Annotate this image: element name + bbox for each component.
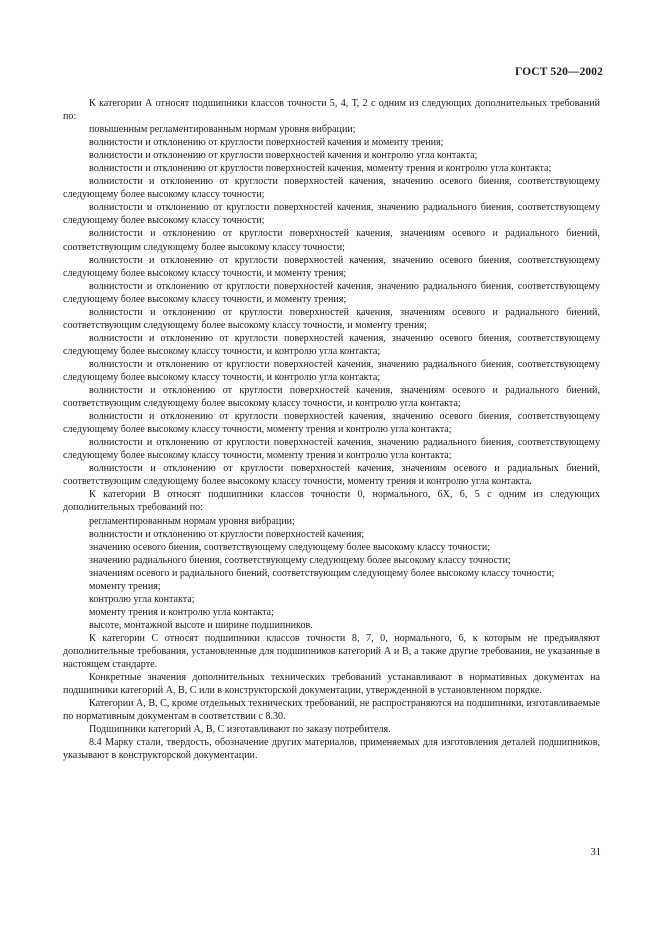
paragraph: Категории А, В, С, кроме отдельных технических требований, не распространяются на подшипники, изготавливаемые по нормативным документам в соответствии с 8.30. xyxy=(63,698,600,723)
paragraph: волнистости и отклонению от круглости поверхностей качения, значению осевого биения, соответствующему следующему более высокому классу точности, моменту трения и контролю угла контакта; xyxy=(63,411,600,436)
paragraph: повышенным регламентированным нормам уровня вибрации; xyxy=(89,124,356,136)
paragraph: контролю угла контакта; xyxy=(89,593,195,605)
page-number: 31 xyxy=(590,847,601,858)
paragraph: Конкретные значения дополнительных технических требований устанавливают в нормативных документах на подшипники категорий А, В, С или в конструкторской документации, утвержденной в установленном порядке. xyxy=(63,672,600,697)
paragraph: К категории С относят подшипники классов точности 8, 7, 0, нормального, 6, к которым не предъявляют дополнительные требования, установленные для подшипников категорий А и В, а также другие требования, не указанные в настоящем стандарте. xyxy=(63,632,600,671)
paragraph: волнистости и отклонению от круглости поверхностей качения, значению осевого биения, соответствующему следующему более высокому классу точности, и моменту трения; xyxy=(63,254,600,279)
paragraph: 8.4 Марку стали, твердость, обозначение других материалов, применяемых для изготовления деталей подшипников, указывают в конструкторской документации. xyxy=(63,737,600,762)
paragraph: К категории В относят подшипники классов точности 0, нормального, 6Х, 6, 5 с одним из следующих дополнительных требований по: xyxy=(63,489,600,514)
paragraph: моменту трения и контролю угла контакта; xyxy=(89,606,274,618)
paragraph: К категории А относят подшипники классов точности 5, 4, Т, 2 с одним из следующих дополнительных требований по: xyxy=(63,98,600,123)
paragraph: Подшипники категорий А, В, С изготавливают по заказу потребителя. xyxy=(89,724,391,736)
paragraph: волнистости и отклонению от круглости поверхностей качения; xyxy=(89,528,365,540)
paragraph: волнистости и отклонению от круглости поверхностей качения и моменту трения; xyxy=(89,137,444,149)
paragraph: волнистости и отклонению от круглости поверхностей качения, значениям осевого и радиального биений, соответствующим следующему более высокому классу точности, и моменту трения; xyxy=(63,306,600,331)
document-header: ГОСТ 520—2002 xyxy=(514,66,603,78)
paragraph: волнистости и отклонению от круглости поверхностей качения, значению радиального биения, соответствующему следующему более высокому классу точности, и моменту трения; xyxy=(63,280,600,305)
paragraph: волнистости и отклонению от круглости поверхностей качения, значению радиального биения, соответствующему следующему более высокому классу точности; xyxy=(63,202,600,227)
paragraph: волнистости и отклонению от круглости поверхностей качения и контролю угла контакта; xyxy=(89,150,478,162)
paragraph: значениям осевого и радиального биений, соответствующим следующему более высокому классу точности; xyxy=(89,567,555,579)
paragraph: значению осевого биения, соответствующему следующему более высокому классу точности; xyxy=(89,541,491,553)
paragraph: волнистости и отклонению от круглости поверхностей качения, значениям осевого и радиального биений, соответствующим следующему более высокому классу точности, и контролю угла контакта; xyxy=(63,385,600,410)
paragraph: волнистости и отклонению от круглости поверхностей качения, значению осевого биения, соответствующему следующему более высокому классу точности; xyxy=(63,176,600,201)
paragraph: волнистости и отклонению от круглости поверхностей качения, значению осевого биения, соответствующему следующему более высокому классу точности, и контролю угла контакта; xyxy=(63,332,600,357)
paragraph: волнистости и отклонению от круглости поверхностей качения, моменту трения и контролю угла контакта; xyxy=(89,163,552,175)
paragraph: волнистости и отклонению от круглости поверхностей качения, значениям осевого и радиального биений, соответствующим следующему более высокому классу точности; xyxy=(63,228,600,253)
paragraph: волнистости и отклонению от круглости поверхностей качения, значению радиального биения, соответствующему следующему более высокому классу точности, моменту трения и контролю угла контакта; xyxy=(63,437,600,462)
paragraph: высоте, монтажной высоте и ширине подшипников. xyxy=(89,619,313,631)
paragraph: волнистости и отклонению от круглости поверхностей качения, значениям осевого и радиальных биений, соответствующим следующему более высокому классу точности, моменту трения и контролю угла контакта. xyxy=(63,463,600,488)
paragraph: регламентированным нормам уровня вибрации; xyxy=(89,515,295,527)
paragraph: моменту трения; xyxy=(89,580,161,592)
paragraph: значению радиального биения, соответствующему следующему более высокому классу точности; xyxy=(89,554,511,566)
document-body xyxy=(63,97,600,762)
paragraph: волнистости и отклонению от круглости поверхностей качения, значению радиального биения, соответствующему следующему более высокому классу точности, и контролю угла контакта; xyxy=(63,358,600,383)
